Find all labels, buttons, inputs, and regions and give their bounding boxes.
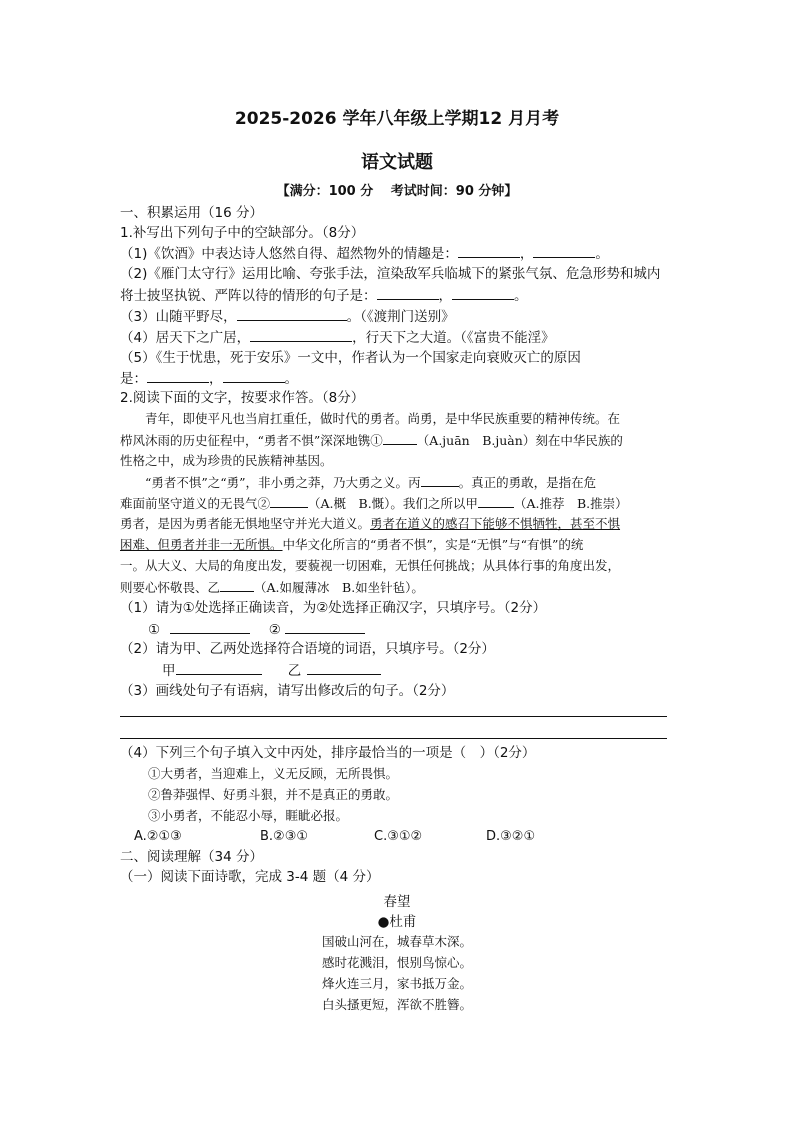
poem-line: 烽火连三月，家书抵万金。	[321, 976, 472, 991]
poem-line: 白头搔更短，浑欲不胜簪。	[321, 997, 472, 1012]
answer-blank[interactable]	[237, 307, 347, 321]
answer-blank[interactable]	[270, 494, 308, 508]
q1-stem: 1.补写出下列句子中的空缺部分。（8分）	[120, 225, 365, 241]
poem-line: 国破山河在，城春草木深。	[321, 934, 472, 949]
passage-line: 一。从大义、大局的角度出发，要藐视一切困难，无惧任何挑战；从具体行事的角度出发，	[120, 558, 621, 573]
underlined-sentence: 困难、但勇者并非一无所惧。	[120, 537, 283, 552]
q2-sub2-answers: 甲 乙	[162, 661, 381, 680]
answer-blank[interactable]	[458, 244, 520, 258]
q2-sub2-stem: （2）请为甲、乙两处选择符合语境的词语，只填序号。（2分）	[120, 641, 495, 657]
ordering-sentence: ③小勇者，不能忍小辱，睚眦必报。	[148, 808, 349, 823]
ordering-sentence: ②鲁莽强悍、好勇斗狠，并不是真正的勇敢。	[148, 787, 399, 802]
q2-sub3-stem: （3）画线处句子有语病，请写出修改后的句子。（2分）	[120, 683, 455, 699]
q2-stem: 2.阅读下面的文字，按要求作答。（8分）	[120, 390, 365, 406]
answer-blank[interactable]	[452, 286, 514, 300]
section-heading-accumulation: 一、积累运用（16 分）	[120, 205, 263, 221]
answer-blank[interactable]	[170, 620, 250, 634]
reading-sub-heading: （一）阅读下面诗歌，完成 3-4 题（4 分）	[120, 869, 380, 885]
exam-title: 2025-2026 学年八年级上学期12 月月考	[234, 109, 560, 129]
answer-blank[interactable]	[176, 661, 262, 675]
passage-line: 困难、但勇者并非一无所惧。中华文化所言的“勇者不惧”，实是“无惧”与“有惧”的统	[120, 537, 584, 552]
poem-title: 春望	[383, 894, 411, 910]
answer-blank[interactable]	[377, 286, 439, 300]
section-heading-reading: 二、阅读理解（34 分）	[120, 849, 263, 865]
passage-line: “勇者不惧”之“勇”，非小勇之莽，乃大勇之义。丙 。真正的勇敢，是指在危	[120, 475, 597, 490]
answer-blank[interactable]	[383, 431, 417, 445]
answer-blank[interactable]	[250, 328, 352, 342]
poem-line: 感时花溅泪，恨别鸟惊心。	[321, 955, 472, 970]
q1-item-1: （1)《饮酒》中表达诗人悠然自得、超然物外的情趣是： ， 。	[120, 246, 609, 262]
q1-item-2-cont: 将士披坚执锐、严阵以待的情形的句子是： ， 。	[120, 288, 528, 304]
q1-item-1-text: （1)《饮酒》中表达诗人悠然自得、超然物外的情趣是：	[120, 246, 458, 262]
option-a[interactable]: A.②①③	[134, 829, 182, 844]
passage-line: 勇者，是因为勇者能无惧地坚守并光大道义。勇者在道义的感召下能够不惧牺牲，甚至不惧	[120, 516, 621, 531]
option-c[interactable]: C.③①②	[374, 829, 423, 844]
q1-item-4: （4）居天下之广居， ，行天下之大道。（《富贵不能淫》	[120, 330, 555, 346]
answer-blank[interactable]	[220, 578, 254, 592]
option-b[interactable]: B.②③①	[260, 829, 309, 844]
passage-line: 难面前坚守道义的无畏气② （A.概 B.慨）。我们之所以甲 （A.推荐 B.推崇）	[120, 496, 628, 511]
poem-author: ●杜甫	[377, 914, 417, 930]
passage-line: 则要心怀敬畏、乙 （A.如履薄冰 B.如坐针毡）。	[120, 580, 424, 595]
underlined-sentence: 勇者在道义的感召下能够不惧牺牲，甚至不惧	[370, 516, 621, 531]
q1-item-3: （3）山随平野尽， 。（《渡荆门送别》	[120, 309, 455, 325]
answer-blank[interactable]	[285, 620, 365, 634]
exam-info: 【满分：100 分 考试时间：90 分钟】	[276, 184, 518, 199]
q2-sub4-stem: （4）下列三个句子填入文中丙处，排序最恰当的一项是（ ）（2分）	[120, 745, 536, 761]
answer-blank[interactable]	[147, 369, 209, 383]
q2-sub1-stem: （1）请为①处选择正确读音，为②处选择正确汉字，只填序号。（2分）	[120, 600, 547, 616]
q1-item-5: （5）《生于忧患，死于安乐》一文中，作者认为一个国家走向衰败灭亡的原因	[120, 350, 581, 366]
answer-line[interactable]	[120, 716, 667, 717]
q1-item-5-cont: 是： ， 。	[120, 371, 298, 387]
passage-line: 栉风沐雨的历史征程中，“勇者不惧”深深地镌① （A.juān B.juàn）刻在中华民族的	[120, 433, 623, 448]
answer-line[interactable]	[120, 738, 667, 739]
passage-line: 性格之中，成为珍贵的民族精神基因。	[120, 453, 333, 468]
q2-sub1-answers: ① ②	[148, 620, 365, 639]
answer-blank[interactable]	[533, 244, 595, 258]
choice-options	[134, 828, 535, 846]
option-d[interactable]: D.③②①	[486, 829, 536, 844]
answer-blank[interactable]	[307, 661, 381, 675]
ordering-sentence: ①大勇者，当迎难上，义无反顾，无所畏惧。	[148, 766, 399, 781]
passage-line: 青年，即使平凡也当肩扛重任，做时代的勇者。尚勇，是中华民族重要的精神传统。在	[120, 411, 621, 426]
q1-item-2: （2)《雁门太守行》运用比喻、夸张手法，渲染敌军兵临城下的紧张气氛、危急形势和城内	[120, 266, 661, 282]
answer-blank[interactable]	[478, 494, 514, 508]
answer-blank[interactable]	[223, 369, 285, 383]
subject-title: 语文试题	[361, 152, 433, 173]
answer-blank[interactable]	[421, 473, 459, 487]
